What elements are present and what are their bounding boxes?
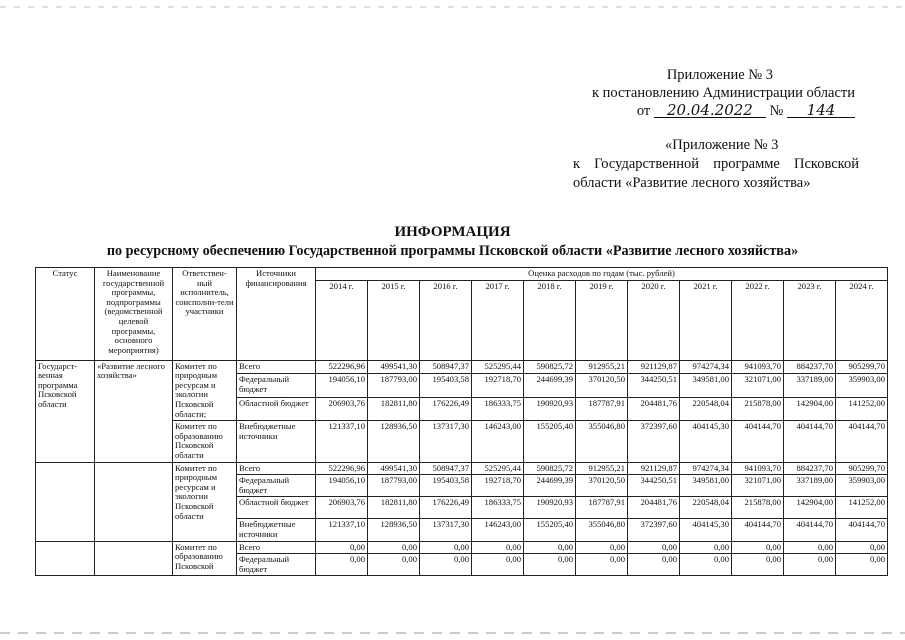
year-header: 2020 г. <box>628 280 680 360</box>
value-cell: 0,00 <box>628 554 680 576</box>
value-cell: 190920,93 <box>524 397 576 420</box>
year-header: 2023 г. <box>784 280 836 360</box>
value-cell: 941093,70 <box>732 360 784 373</box>
resource-table-body <box>36 268 888 576</box>
table-row <box>36 360 888 373</box>
appendix-decree-title: Приложение № 3 <box>666 67 773 83</box>
value-cell: 884237,70 <box>784 360 836 373</box>
value-cell: 0,00 <box>524 541 576 554</box>
value-cell: 187793,00 <box>368 374 420 398</box>
header-sources: Источники финансирования <box>237 268 316 361</box>
resource-table <box>35 267 888 576</box>
year-header: 2019 г. <box>576 280 628 360</box>
value-cell: 508947,37 <box>420 360 472 373</box>
executor-cell: Комитет по природным ресурсам и экологии Псковской области; <box>173 360 237 421</box>
source-cell: Областной бюджет <box>237 397 316 420</box>
source-cell: Областной бюджет <box>237 497 316 519</box>
value-cell: 187787,91 <box>576 497 628 519</box>
value-cell: 0,00 <box>368 554 420 576</box>
value-cell: 0,00 <box>576 554 628 576</box>
value-cell: 522296,96 <box>316 360 368 373</box>
value-cell: 370120,50 <box>576 374 628 398</box>
from-label: от <box>636 103 651 119</box>
value-cell: 190920,93 <box>524 497 576 519</box>
value-cell: 142904,00 <box>784 397 836 420</box>
value-cell: 404144,70 <box>836 519 888 541</box>
source-cell: Федеральный бюджет <box>237 554 316 576</box>
appendix-decree-block <box>555 66 855 120</box>
appendix-program-title: «Приложение № 3 <box>665 137 779 153</box>
value-cell: 355046,80 <box>576 421 628 462</box>
value-cell: 192718,70 <box>472 475 524 497</box>
appendix-decree-reference: к постановлению Администрации области <box>591 85 855 101</box>
value-cell: 404145,30 <box>680 421 732 462</box>
value-cell: 0,00 <box>680 554 732 576</box>
source-cell: Внебюджетные источники <box>237 421 316 462</box>
source-cell: Всего <box>237 360 316 373</box>
table-row <box>36 462 888 475</box>
handwritten-date: 20.04.2022 <box>654 103 766 118</box>
scan-top-artifact <box>0 6 905 8</box>
value-cell: 204481,76 <box>628 497 680 519</box>
value-cell: 128936,50 <box>368 421 420 462</box>
number-label: № <box>769 103 784 119</box>
value-cell: 0,00 <box>784 541 836 554</box>
value-cell: 499541,30 <box>368 360 420 373</box>
value-cell: 321071,00 <box>732 475 784 497</box>
value-cell: 349581,00 <box>680 475 732 497</box>
value-cell: 0,00 <box>784 554 836 576</box>
value-cell: 142904,00 <box>784 497 836 519</box>
value-cell: 146243,00 <box>472 519 524 541</box>
source-cell: Внебюджетные источники <box>237 519 316 541</box>
value-cell: 244699,39 <box>524 475 576 497</box>
handwritten-number: 144 <box>787 103 855 118</box>
value-cell: 194056,10 <box>316 475 368 497</box>
value-cell: 941093,70 <box>732 462 784 475</box>
value-cell: 0,00 <box>368 541 420 554</box>
value-cell: 912955,21 <box>576 462 628 475</box>
value-cell: 0,00 <box>836 554 888 576</box>
value-cell: 182811,80 <box>368 497 420 519</box>
value-cell: 195403,58 <box>420 374 472 398</box>
value-cell: 0,00 <box>524 554 576 576</box>
year-header: 2022 г. <box>732 280 784 360</box>
value-cell: 0,00 <box>732 554 784 576</box>
year-header: 2021 г. <box>680 280 732 360</box>
value-cell: 186333,75 <box>472 397 524 420</box>
source-cell: Федеральный бюджет <box>237 374 316 398</box>
year-header: 2017 г. <box>472 280 524 360</box>
value-cell: 590825,72 <box>524 360 576 373</box>
value-cell: 404145,30 <box>680 519 732 541</box>
value-cell: 128936,50 <box>368 519 420 541</box>
value-cell: 244699,39 <box>524 374 576 398</box>
value-cell: 337189,00 <box>784 374 836 398</box>
status-cell <box>36 462 95 541</box>
source-cell: Всего <box>237 462 316 475</box>
value-cell: 155205,40 <box>524 519 576 541</box>
scan-bottom-artifact <box>0 632 905 634</box>
header-name: Наименование государственной программы, подпрограммы (ведомственной целевой программы, основного мероприятия) <box>95 268 173 361</box>
value-cell: 0,00 <box>472 554 524 576</box>
value-cell: 905299,70 <box>836 462 888 475</box>
value-cell: 921129,87 <box>628 462 680 475</box>
program-name-cell <box>95 541 173 576</box>
value-cell: 137317,30 <box>420 421 472 462</box>
value-cell: 0,00 <box>472 541 524 554</box>
year-header: 2016 г. <box>420 280 472 360</box>
header-status: Статус <box>36 268 95 361</box>
table-row <box>36 541 888 554</box>
value-cell: 206903,76 <box>316 397 368 420</box>
value-cell: 372397,60 <box>628 421 680 462</box>
value-cell: 0,00 <box>732 541 784 554</box>
status-cell <box>36 541 95 576</box>
document-title: ИНФОРМАЦИЯ <box>394 224 511 240</box>
value-cell: 0,00 <box>680 541 732 554</box>
document-subtitle: по ресурсному обеспечению Государственной программы Псковской области «Развитие лесного хозяйства» <box>106 243 799 259</box>
year-header: 2024 г. <box>836 280 888 360</box>
value-cell: 195403,58 <box>420 475 472 497</box>
value-cell: 372397,60 <box>628 519 680 541</box>
program-name-cell <box>95 462 173 541</box>
document-heading <box>0 223 905 261</box>
value-cell: 176226,49 <box>420 397 472 420</box>
value-cell: 186333,75 <box>472 497 524 519</box>
header-estimate: Оценка расходов по годам (тыс. рублей) <box>316 268 888 281</box>
value-cell: 522296,96 <box>316 462 368 475</box>
value-cell: 0,00 <box>628 541 680 554</box>
value-cell: 344250,51 <box>628 374 680 398</box>
status-cell: Государст-венная программа Псковской области <box>36 360 95 462</box>
value-cell: 206903,76 <box>316 497 368 519</box>
value-cell: 499541,30 <box>368 462 420 475</box>
source-cell: Федеральный бюджет <box>237 475 316 497</box>
value-cell: 141252,00 <box>836 497 888 519</box>
value-cell: 974274,34 <box>680 360 732 373</box>
executor-cell: Комитет по образованию Псковской <box>173 541 237 576</box>
year-header: 2015 г. <box>368 280 420 360</box>
value-cell: 215878,00 <box>732 397 784 420</box>
year-header: 2018 г. <box>524 280 576 360</box>
value-cell: 349581,00 <box>680 374 732 398</box>
value-cell: 974274,34 <box>680 462 732 475</box>
value-cell: 508947,37 <box>420 462 472 475</box>
value-cell: 404144,70 <box>732 519 784 541</box>
value-cell: 187787,91 <box>576 397 628 420</box>
value-cell: 146243,00 <box>472 421 524 462</box>
executor-cell: Комитет по образованию Псковской области <box>173 421 237 462</box>
value-cell: 404144,70 <box>836 421 888 462</box>
header-executor: Ответствен-ный исполнитель, соисполни-тели участники <box>173 268 237 361</box>
value-cell: 194056,10 <box>316 374 368 398</box>
appendix-program-block <box>573 136 859 193</box>
value-cell: 137317,30 <box>420 519 472 541</box>
value-cell: 359903,00 <box>836 475 888 497</box>
appendix-decree-date-line <box>637 102 855 120</box>
value-cell: 404144,70 <box>784 519 836 541</box>
value-cell: 215878,00 <box>732 497 784 519</box>
executor-cell: Комитет по природным ресурсам и экологии Псковской области <box>173 462 237 541</box>
value-cell: 121337,10 <box>316 421 368 462</box>
value-cell: 121337,10 <box>316 519 368 541</box>
value-cell: 0,00 <box>836 541 888 554</box>
value-cell: 0,00 <box>420 554 472 576</box>
program-name-cell: «Развитие лесного хозяйства» <box>95 360 173 462</box>
source-cell: Всего <box>237 541 316 554</box>
value-cell: 344250,51 <box>628 475 680 497</box>
value-cell: 0,00 <box>576 541 628 554</box>
value-cell: 337189,00 <box>784 475 836 497</box>
value-cell: 155205,40 <box>524 421 576 462</box>
value-cell: 182811,80 <box>368 397 420 420</box>
value-cell: 187793,00 <box>368 475 420 497</box>
value-cell: 404144,70 <box>784 421 836 462</box>
value-cell: 321071,00 <box>732 374 784 398</box>
value-cell: 204481,76 <box>628 397 680 420</box>
appendix-program-line3: области «Развитие лесного хозяйства» <box>573 175 811 191</box>
value-cell: 912955,21 <box>576 360 628 373</box>
table-header-row <box>36 268 888 281</box>
value-cell: 525295,44 <box>472 462 524 475</box>
value-cell: 0,00 <box>316 554 368 576</box>
value-cell: 355046,80 <box>576 519 628 541</box>
value-cell: 192718,70 <box>472 374 524 398</box>
value-cell: 0,00 <box>420 541 472 554</box>
appendix-program-line2: к Государственной программе Псковской <box>573 156 859 172</box>
value-cell: 141252,00 <box>836 397 888 420</box>
value-cell: 921129,87 <box>628 360 680 373</box>
value-cell: 220548,04 <box>680 497 732 519</box>
value-cell: 176226,49 <box>420 497 472 519</box>
value-cell: 884237,70 <box>784 462 836 475</box>
value-cell: 590825,72 <box>524 462 576 475</box>
value-cell: 404144,70 <box>732 421 784 462</box>
value-cell: 525295,44 <box>472 360 524 373</box>
value-cell: 905299,70 <box>836 360 888 373</box>
value-cell: 359903,00 <box>836 374 888 398</box>
value-cell: 370120,50 <box>576 475 628 497</box>
value-cell: 0,00 <box>316 541 368 554</box>
year-header: 2014 г. <box>316 280 368 360</box>
value-cell: 220548,04 <box>680 397 732 420</box>
